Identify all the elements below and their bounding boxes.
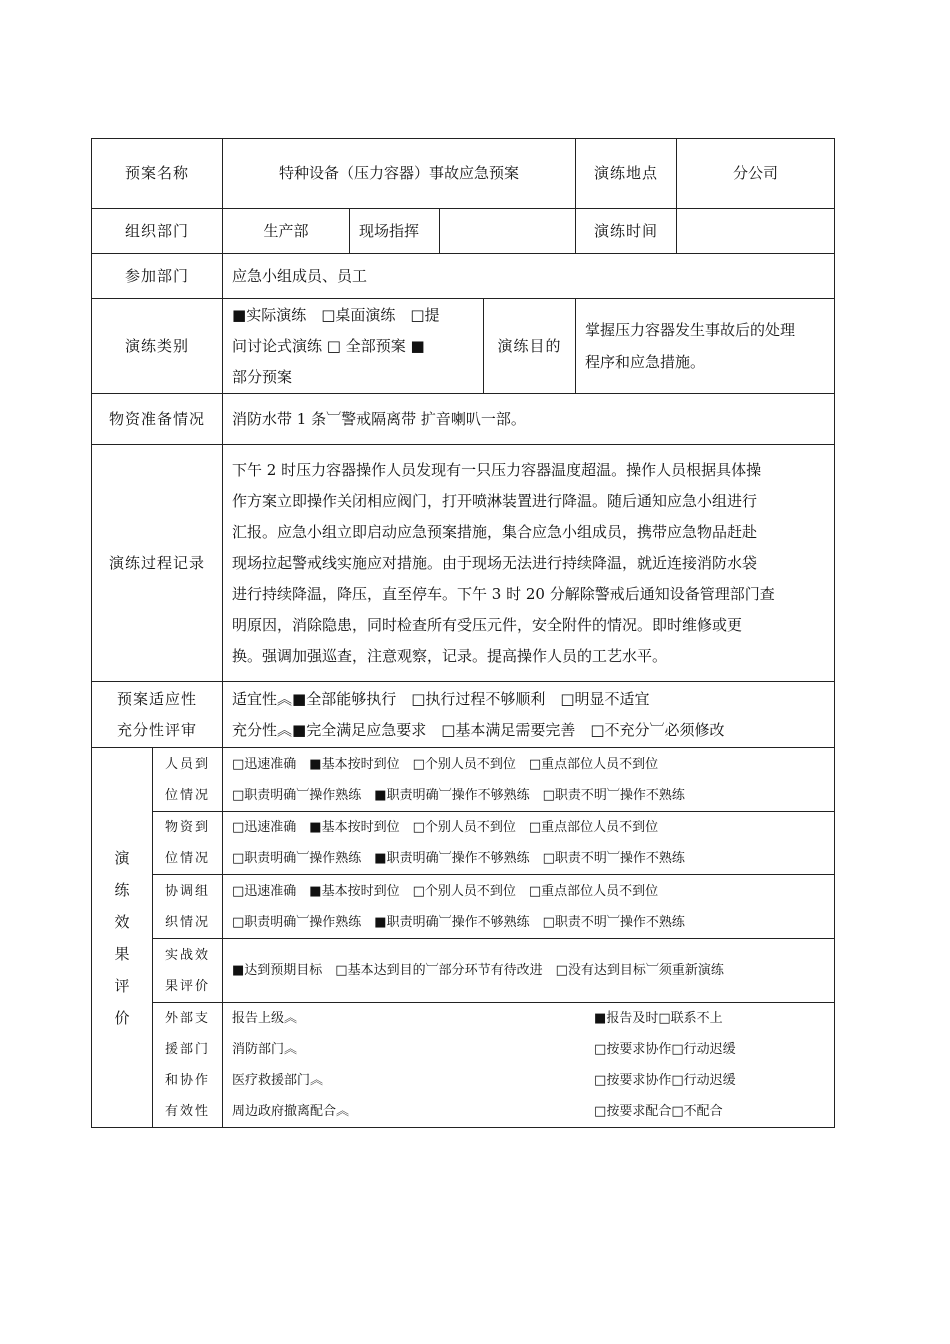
sub-label-line: 协调组 <box>165 883 211 899</box>
sub-label-line: 援部门 <box>165 1042 211 1057</box>
participants-row <box>92 254 835 299</box>
sub-label-line: 织情况 <box>165 914 211 930</box>
option-line: □职责明确︺操作熟练 ■职责明确︺操作不够熟练 □职责不明︺操作不熟练 <box>232 851 685 866</box>
purpose-line: 程序和应急措施。 <box>585 353 706 371</box>
category-line: 部分预案 <box>232 367 293 386</box>
support-item <box>232 1003 828 1034</box>
effect-label-char: 果 <box>114 944 130 963</box>
drill-time-value <box>677 209 835 254</box>
record-line: 进行持续降温，降压，直至停车。下午 3 时 20 分解除警戒后通知设备管理部门查 <box>232 584 775 603</box>
record-line: 下午 2 时压力容器操作人员发现有一只压力容器温度超温。操作人员根据具体操 <box>232 460 762 479</box>
materials-row <box>92 394 835 445</box>
category-line: ■实际演练 □桌面演练 □提 <box>232 305 440 324</box>
record-line: 作方案立即操作关闭相应阀门，打开喷淋装置进行降温。随后通知应急小组进行 <box>232 491 758 510</box>
option-line: □迅速准确 ■基本按时到位 □个别人员不到位 □重点部位人员不到位 <box>232 883 659 899</box>
support-status: ■报告及时□联系不上 <box>594 1011 723 1026</box>
record-line: 明原因，消除隐患，同时检查所有受压元件，安全附件的情况。即时维修或更 <box>232 615 743 634</box>
drill-record-table <box>91 138 835 1128</box>
effect-label-char: 效 <box>114 912 130 931</box>
plan-name-value: 特种设备（压力容器）事故应急预案 <box>223 139 576 209</box>
support-dept: 消防部门︽ <box>232 1042 298 1057</box>
sub-label-line: 外部支 <box>165 1011 211 1026</box>
effect-label-char: 评 <box>114 976 130 995</box>
drill-purpose-label: 演练目的 <box>484 299 576 394</box>
commander-value <box>440 209 576 254</box>
materials-value: 消防水带 1 条︺警戒隔离带 扩音喇叭一部。 <box>223 394 835 445</box>
plan-review-label <box>92 682 223 748</box>
support-item <box>232 1034 828 1065</box>
drill-category-label: 演练类别 <box>92 299 223 394</box>
option-line: □职责明确︺操作熟练 ■职责明确︺操作不够熟练 □职责不明︺操作不熟练 <box>232 914 685 930</box>
option-line: □职责明确︺操作熟练 ■职责明确︺操作不够熟练 □职责不明︺操作不熟练 <box>232 787 685 803</box>
process-record-label: 演练过程记录 <box>92 445 223 682</box>
coordination-label <box>153 875 223 939</box>
support-dept: 周边政府撤离配合︽ <box>232 1104 350 1119</box>
effect-evaluation-label <box>92 748 153 1128</box>
drill-time-label: 演练时间 <box>576 209 677 254</box>
materials-arrival-options <box>223 812 835 875</box>
staff-arrival-label <box>153 748 223 812</box>
support-status: □按要求配合□不配合 <box>594 1104 723 1119</box>
record-line: 现场拉起警戒线实施应对措施。由于现场无法进行持续降温，就近连接消防水袋 <box>232 553 758 572</box>
record-line: 汇报。应急小组立即启动应急预案措施，集合应急小组成员，携带应急物品赶赴 <box>232 522 758 541</box>
materials-arrival-label <box>153 812 223 875</box>
option-line: ■达到预期目标 □基本达到目的︺部分环节有待改进 □没有达到目标︺须重新演练 <box>232 962 724 978</box>
org-dept-value: 生产部 <box>223 209 350 254</box>
combat-effect-options <box>223 939 835 1003</box>
effect-label-char: 演 <box>114 848 130 867</box>
support-status: □按要求协作□行动迟缓 <box>594 1073 736 1088</box>
effect-materials-row <box>92 812 835 875</box>
sub-label-line: 物资到 <box>165 820 211 835</box>
plan-name-label: 预案名称 <box>92 139 223 209</box>
support-item <box>232 1096 828 1127</box>
review-line: 充分性︽■完全满足应急要求 □基本满足需要完善 □不充分︺必须修改 <box>232 720 725 739</box>
sub-label-line: 实战效 <box>165 947 211 963</box>
plan-name-row <box>92 139 835 209</box>
support-dept: 报告上级︽ <box>232 1011 298 1026</box>
participants-label: 参加部门 <box>92 254 223 299</box>
purpose-line: 掌握压力容器发生事故后的处理 <box>585 321 796 339</box>
sub-label-line: 有效性 <box>165 1104 211 1119</box>
materials-label: 物资准备情况 <box>92 394 223 445</box>
effect-support-row <box>92 1003 835 1128</box>
effect-label-char: 练 <box>114 880 130 899</box>
sub-label-line: 和协作 <box>165 1073 211 1088</box>
location-label: 演练地点 <box>576 139 677 209</box>
plan-review-options <box>223 682 835 748</box>
process-record-row <box>92 445 835 682</box>
option-line: □迅速准确 ■基本按时到位 □个别人员不到位 □重点部位人员不到位 <box>232 820 659 835</box>
sub-label-line: 位情况 <box>165 787 211 803</box>
sub-label-line: 人员到 <box>165 756 211 772</box>
staff-arrival-options <box>223 748 835 812</box>
plan-review-label-line: 充分性评审 <box>117 720 198 739</box>
record-line: 换。强调加强巡查，注意观察，记录。提高操作人员的工艺水平。 <box>232 646 668 665</box>
effect-label-char: 价 <box>114 1008 130 1027</box>
support-item <box>232 1065 828 1096</box>
location-value: 分公司 <box>677 139 835 209</box>
sub-label-line: 果评价 <box>165 978 211 994</box>
org-dept-label: 组织部门 <box>92 209 223 254</box>
review-line: 适宜性︽■全部能够执行 □执行过程不够顺利 □明显不适宜 <box>232 689 650 708</box>
coordination-options <box>223 875 835 939</box>
support-dept: 医疗救援部门︽ <box>232 1073 324 1088</box>
category-line: 问讨论式演练 □ 全部预案 ■ <box>232 336 425 355</box>
effect-coordination-row <box>92 875 835 939</box>
option-line: □迅速准确 ■基本按时到位 □个别人员不到位 □重点部位人员不到位 <box>232 756 659 772</box>
commander-label: 现场指挥 <box>350 209 440 254</box>
effect-staff-row <box>92 748 835 812</box>
plan-review-row <box>92 682 835 748</box>
external-support-options <box>223 1003 835 1128</box>
drill-category-row <box>92 299 835 394</box>
org-dept-row <box>92 209 835 254</box>
drill-category-options <box>223 299 484 394</box>
combat-effect-label <box>153 939 223 1003</box>
external-support-label <box>153 1003 223 1128</box>
effect-combat-row <box>92 939 835 1003</box>
sub-label-line: 位情况 <box>165 851 211 866</box>
drill-purpose-value <box>576 299 835 394</box>
participants-value: 应急小组成员、员工 <box>223 254 835 299</box>
support-status: □按要求协作□行动迟缓 <box>594 1042 736 1057</box>
plan-review-label-line: 预案适应性 <box>117 689 198 708</box>
process-record-text <box>223 445 835 682</box>
